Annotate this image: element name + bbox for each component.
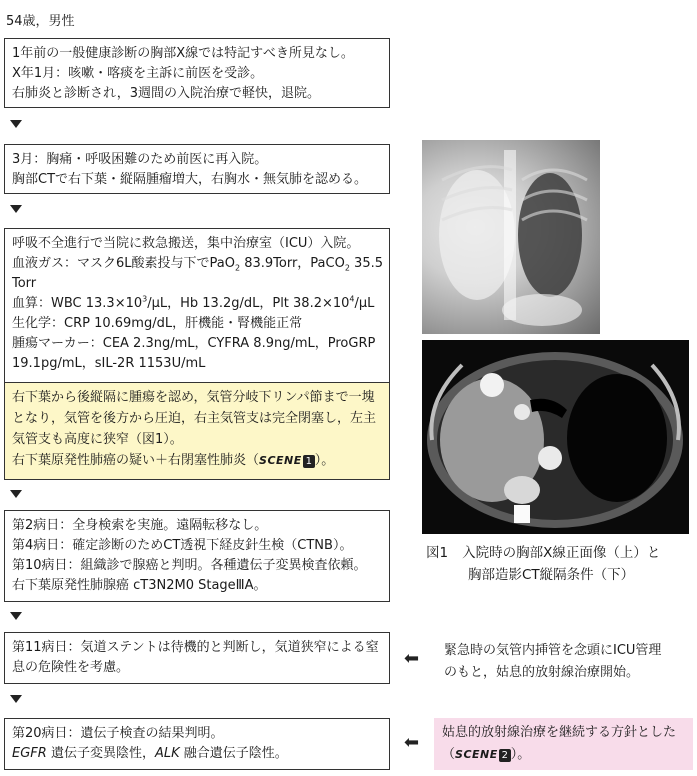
scene-label: SCENE — [455, 748, 498, 761]
finding-line-2: となり，気管を後方から圧迫，右主気管支は完全閉塞し，左主 — [12, 411, 377, 426]
biochem-line: 生化学：CRP 10.69mg/dL，肝機能・腎機能正常 — [12, 316, 303, 331]
readmission-line-1: 3月：胸痛・呼吸困難のため前医に再入院。 — [12, 152, 268, 167]
patient-header: 54歳，男性 — [6, 14, 75, 29]
admission-line-1: 呼吸不全進行で当院に救急搬送，集中治療室（ICU）入院。 — [12, 236, 360, 251]
caption-line-1: 図1 入院時の胸部X線正面像（上）と — [426, 545, 661, 561]
chest-xray-image — [422, 140, 600, 334]
workup-box — [4, 510, 390, 602]
blood-gas-line: 血液ガス：マスク6L酸素投与下でPaO$_2$ 83.9Torr，PaCO$_2$ 35.5 — [12, 256, 383, 273]
continue-note-line-1: 姑息的放射線治療を継続する方針とした — [442, 725, 677, 740]
finding-line-1: 右下葉から後縦隔に腫瘍を認め，気管分岐下リンパ節まで一塊 — [12, 390, 375, 405]
tumor-marker-line-2: 19.1pg/mL，sIL-2R 1153U/mL — [12, 356, 206, 371]
history-line-1: 1年前の一般健康診断の胸部X線では特記すべき所見なし。 — [12, 46, 354, 61]
day11-line-2: 息の危険性を考慮。 — [12, 660, 130, 675]
figure-label: 図1 — [426, 545, 449, 561]
scene-number: 1 — [303, 455, 315, 468]
admission-box — [4, 228, 390, 480]
workup-line-1: 第2病日：全身検索を実施。遠隔転移なし。 — [12, 518, 268, 533]
radiotherapy-note-line-2: のもと，姑息的放射線治療開始。 — [444, 665, 640, 680]
continue-note-line-2: （SCENE 2 ）。 — [442, 747, 531, 762]
readmission-line-2: 胸部CTで右下葉・縦隔腫瘤増大，右胸水・無気肺を認める。 — [12, 172, 368, 187]
continue-note — [434, 718, 693, 770]
left-arrow-icon: ⬅ — [404, 648, 420, 669]
scene-number: 2 — [499, 749, 511, 762]
chest-ct-image — [422, 340, 689, 534]
workup-line-2: 第4病日：確定診断のためCT透視下経皮針生検（CTNB）。 — [12, 538, 353, 553]
finding-line-3: 気管支も高度に狭窄（図1）。 — [12, 432, 183, 447]
workup-line-4: 右下葉原発性肺腺癌 cT3N2M0 StageⅢA。 — [12, 578, 267, 593]
radiotherapy-note — [444, 640, 661, 684]
day20-box — [4, 718, 390, 770]
history-box — [4, 38, 390, 108]
day20-line-2: EGFR 遺伝子変異陰性，ALK 融合遺伝子陰性。 — [12, 746, 288, 761]
finding-line-4: 右下葉原発性肺癌の疑い＋右閉塞性肺炎（SCENE 1 ）。 — [12, 453, 335, 468]
left-arrow-icon: ⬅ — [404, 732, 420, 753]
readmission-box — [4, 144, 390, 194]
blood-count-line: 血算：WBC $13.3\times 10^3/\mu L$，Hb 13.2g/dL，Plt $38.2\times 10^4/\mu L$ — [12, 294, 375, 311]
down-arrow-icon — [10, 120, 22, 128]
day11-line-1: 第11病日：気道ステントは待機的と判断し，気道狭窄による窒 — [12, 640, 379, 655]
finding-highlight — [5, 382, 389, 479]
figure-caption — [426, 542, 660, 586]
down-arrow-icon — [10, 490, 22, 498]
day20-line-1: 第20病日：遺伝子検査の結果判明。 — [12, 726, 224, 741]
tumor-marker-line-1: 腫瘍マーカー：CEA 2.3ng/mL，CYFRA 8.9ng/mL，ProGRP — [12, 336, 376, 351]
caption-line-2: 胸部造影CT縦隔条件（下） — [468, 567, 635, 583]
scene-label: SCENE — [259, 454, 302, 467]
down-arrow-icon — [10, 205, 22, 213]
radiotherapy-note-line-1: 緊急時の気管内挿管を念頭にICU管理 — [444, 643, 662, 658]
blood-gas-unit: Torr — [12, 276, 37, 291]
down-arrow-icon — [10, 695, 22, 703]
day11-box — [4, 632, 390, 684]
down-arrow-icon — [10, 612, 22, 620]
workup-line-3: 第10病日：組織診で腺癌と判明。各種遺伝子変異検査依頼。 — [12, 558, 367, 573]
history-line-3: 右肺炎と診断され，3週間の入院治療で軽快，退院。 — [12, 86, 321, 101]
history-line-2: X年1月：咳嗽・喀痰を主訴に前医を受診。 — [12, 66, 264, 81]
